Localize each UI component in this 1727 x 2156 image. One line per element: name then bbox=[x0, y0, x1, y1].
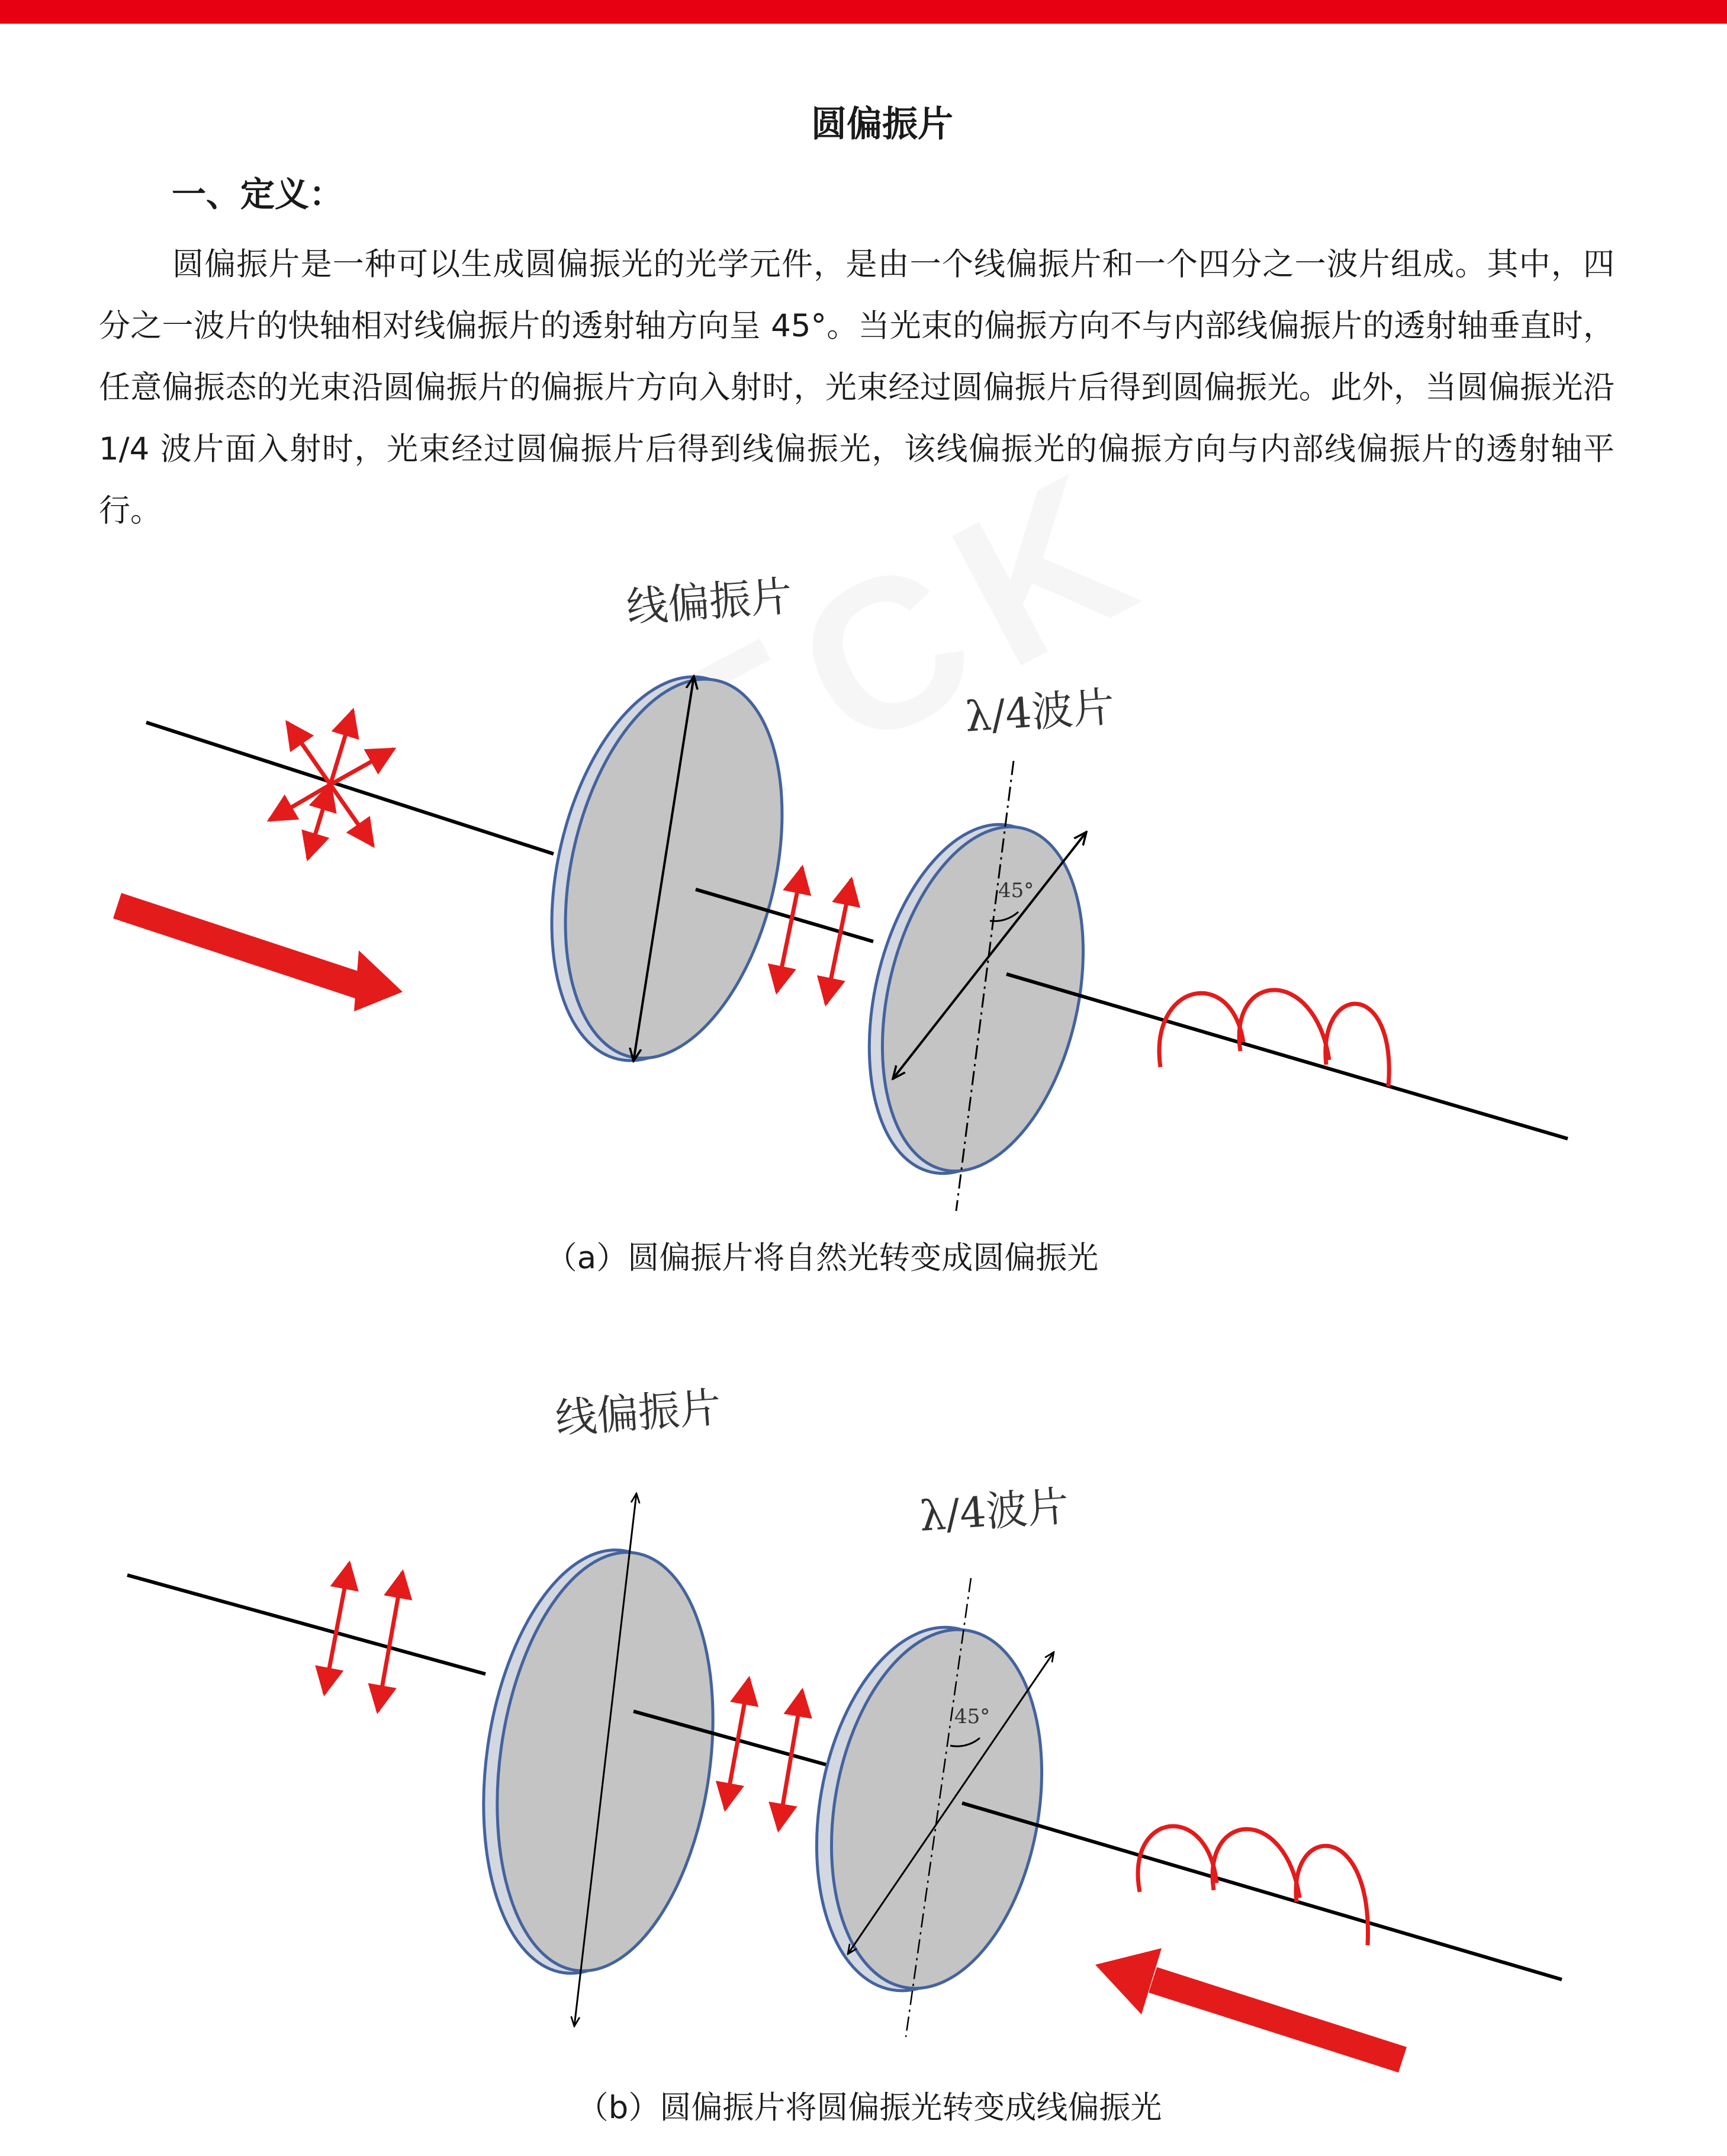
figure-b bbox=[0, 1362, 1727, 2084]
beam-segment-1 bbox=[146, 722, 554, 854]
page-title: 圆偏振片 bbox=[811, 104, 953, 145]
beam-segment-3 bbox=[962, 1803, 1562, 1980]
linear-polarization-arrows bbox=[777, 867, 851, 1004]
incident-direction-arrow bbox=[1095, 1948, 1407, 2073]
wave-plate-disk bbox=[838, 761, 1115, 1211]
linear-polarizer-disk bbox=[458, 1493, 738, 2026]
output-linear-polarization-arrows bbox=[324, 1563, 403, 1711]
figure-a-caption: （a）圆偏振片将自然光转变成圆偏振光 bbox=[545, 1240, 1099, 1276]
figure-b-angle-label: 45° bbox=[954, 1705, 990, 1728]
section-heading: 一、定义： bbox=[172, 174, 344, 214]
figure-a-polarizer-label: 线偏振片 bbox=[625, 571, 794, 632]
wave-plate-disk bbox=[790, 1578, 1069, 2037]
middle-linear-polarization-arrows bbox=[725, 1679, 802, 1830]
figure-a-diagram bbox=[0, 557, 1727, 1232]
beam-segment-3 bbox=[1006, 974, 1568, 1139]
figure-b-waveplate-label: λ/4波片 bbox=[918, 1482, 1071, 1541]
beam-segment-1 bbox=[127, 1575, 485, 1674]
incident-direction-arrow bbox=[113, 893, 403, 1011]
linear-polarizer-disk bbox=[517, 655, 816, 1082]
circular-polarization-helix bbox=[1138, 1826, 1368, 1945]
definition-paragraph: 圆偏振片是一种可以生成圆偏振光的光学元件，是由一个线偏振片和一个四分之一波片组成。其中，四分之一波片的快轴相对线偏振片的透射轴方向呈 45°。当光束的偏振方向不与内部线偏振片的透射轴垂直时，任意偏振态的光束沿圆偏振片的偏振片方向入射时，光束经过圆偏振片后得到圆偏振光。此外，当圆偏振光沿 1/4 波片面入射时，光束经过圆偏振片后得到线偏振光，该线偏振光的偏振方向与内部线偏振片的透射轴平行。 bbox=[99, 246, 1615, 529]
figure-b-polarizer-label: 线偏振片 bbox=[554, 1383, 723, 1443]
figure-a-waveplate-label: λ/4波片 bbox=[963, 682, 1117, 741]
figure-b-diagram bbox=[0, 1362, 1727, 2084]
figure-b-caption: （b）圆偏振片将圆偏振光转变成线偏振光 bbox=[577, 2090, 1162, 2126]
circular-polarization-helix bbox=[1159, 990, 1389, 1087]
figure-a bbox=[0, 557, 1727, 1232]
top-accent-bar bbox=[0, 0, 1727, 24]
natural-light-symbol bbox=[269, 711, 394, 859]
figure-a-angle-label: 45° bbox=[998, 879, 1034, 902]
